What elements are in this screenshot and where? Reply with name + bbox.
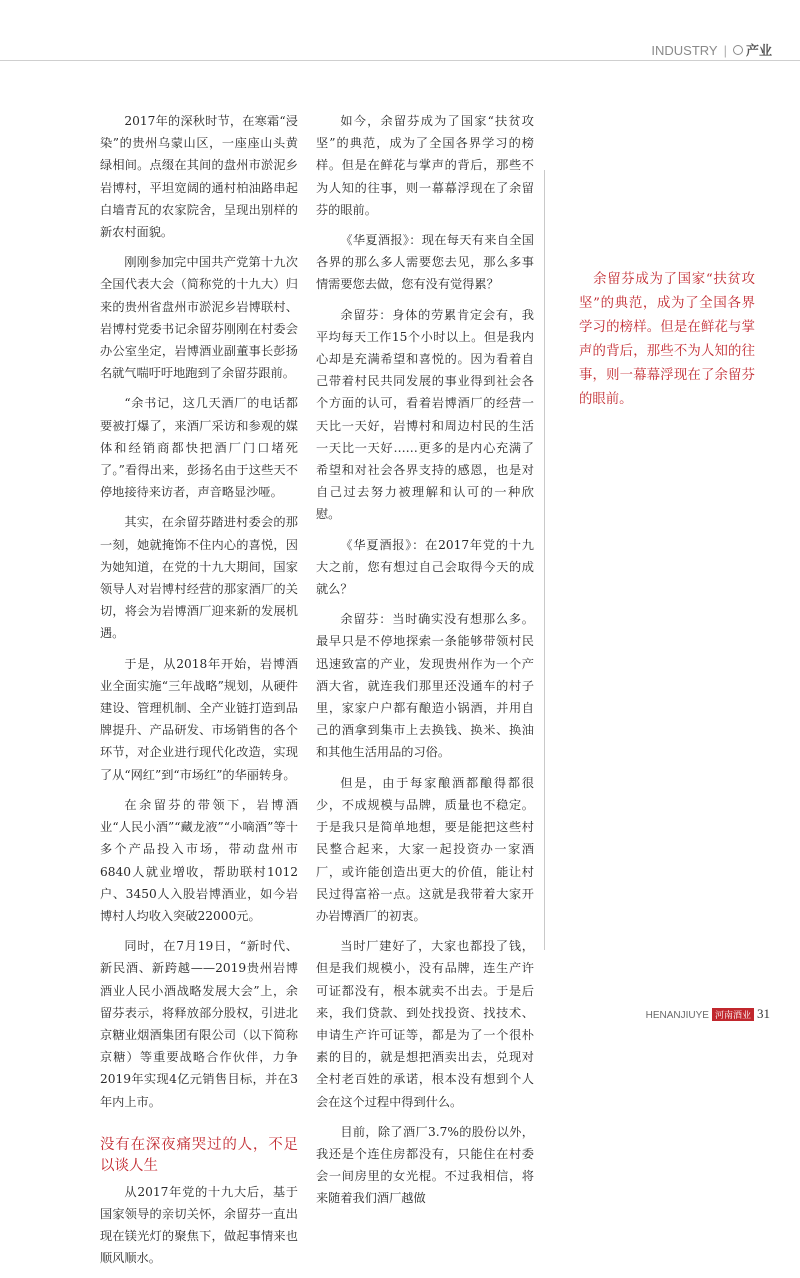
paragraph: 刚刚参加完中国共产党第十九次全国代表大会（简称党的十九大）归来的贵州省盘州市淤泥乡岩博联村、岩博村党委书记余留芬刚刚在村委会办公室坐定，岩博酒业副董事长彭扬名就气喘吁吁地跑到了余留芬跟前。 xyxy=(100,255,298,381)
paragraph: 但是，由于每家酿酒都酿得都很少，不成规模与品牌，质量也不稳定。于是我只是简单地想，要是能把这些村民整合起来，大家一起投资办一家酒厂，或许能创造出更大的价值，能让村民过得富裕一点。这就是我带着大家开办岩博酒厂的初衷。 xyxy=(316,775,534,923)
paragraph: 于是，从2018年开始，岩博酒业全面实施“三年战略”规划，从硬件建设、管理机制、全产业链打造到品牌提升、产品研发、市场销售的各个环节，对企业进行现代化改造，实现了从“网红”到“市场红”的华丽转身。 xyxy=(100,656,298,782)
page-number: 31 xyxy=(757,1006,770,1021)
paragraph: 当时厂建好了，大家也都投了钱，但是我们规模小，没有品牌，连生产许可证都没有，根本就卖不出去。于是后来，我们贷款、到处找投资、找技术、申请生产许可证等，都是为了一个很朴素的目的，就是想把酒卖出去，兑现对全村老百姓的承诺，根本没有想到个人会在这个过程中得到什么。 xyxy=(316,939,534,1109)
article-column-left xyxy=(100,110,298,1278)
pull-quote-text: 余留芬成为了国家“扶贫攻坚”的典范，成为了全国各界学习的榜样。但是在鲜花与掌声的背后，那些不为人知的往事，则一幕幕浮现在了余留芬的眼前。 xyxy=(579,272,755,407)
paragraph: 从2017年党的十九大后，基于国家领导的亲切关怀，余留芬一直出现在镁光灯的聚焦下，做起事情来也顺风顺水。 xyxy=(100,1184,298,1266)
paragraph: 其实，在余留芬踏进村委会的那一刻，她就掩饰不住内心的喜悦，因为她知道，在党的十九大期间，国家领导人对岩博村经营的那家酒厂的关切，将会为岩博酒厂迎来新的发展机遇。 xyxy=(100,515,298,641)
paragraph: 2017年的深秋时节，在寒霜“浸染”的贵州乌蒙山区，一座座山头黄绿相间。点缀在其间的盘州市淤泥乡岩博村，平坦宽阔的通村柏油路串起白墙青瓦的农家院舍，呈现出别样的新农村面貌。 xyxy=(100,114,298,240)
article-column-middle xyxy=(316,110,534,1218)
paragraph: 如今，余留芬成为了国家“扶贫攻坚”的典范，成为了全国各界学习的榜样。但是在鲜花与掌声的背后，那些不为人知的往事，则一幕幕浮现在了余留芬的眼前。 xyxy=(316,114,534,217)
running-header xyxy=(651,40,772,59)
paragraph: 余留芬：身体的劳累肯定会有，我平均每天工作15个小时以上。但是我内心却是充满希望和喜悦的。因为看着自己带着村民共同发展的事业得到社会各个方面的认可，看着岩博酒厂的经营一天比一天好，岩博村和周边村民的生活一天比一天好……更多的是内心充满了希望和对社会各界支持的感恩，也是对自己过去努力被理解和认可的一种欣慰。 xyxy=(316,307,534,522)
paragraph: 余留芬：当时确实没有想那么多。最早只是不停地探索一条能够带领村民迅速致富的产业，发现贵州作为一个产酒大省，就连我们那里还没通车的村子里，家家户户都有酿造小锅酒，并用自己的酒拿到集市上去换钱、换米、换油和其他生活用品的习俗。 xyxy=(316,612,534,760)
paragraph: “余书记，这几天酒厂的电话都要被打爆了，来酒厂采访和参观的媒体和经销商都快把酒厂门口堵死了。”看得出来，彭扬名由于这些天不停地接待来访者，声音略显沙哑。 xyxy=(100,396,298,500)
section-heading: 没有在深夜痛哭过的人，不足以谈人生 xyxy=(100,1136,298,1174)
paragraph: 目前，除了酒厂3.7%的股份以外，我还是个连住房都没有，只能住在村委会一间房里的女光棍。不过我相信，将来随着我们酒厂越做 xyxy=(316,1124,534,1206)
magazine-name: HENANJIUYE xyxy=(645,1010,709,1021)
paragraph: 同时，在7月19日，“新时代、新民酒、新跨越——2019贵州岩博酒业人民小酒战略发展大会”上，余留芬表示，将释放部分股权，引进北京糖业烟酒集团有限公司（以下简称京糖）等重要战略合作伙伴，力争2019年实现4亿元销售目标，并在3年内上市。 xyxy=(100,939,298,1109)
pull-quote xyxy=(579,268,755,412)
column-divider xyxy=(544,170,545,950)
section-english: INDUSTRY xyxy=(651,43,718,58)
header-separator: | xyxy=(723,43,727,58)
section-chinese: 产业 xyxy=(745,43,772,58)
header-rule xyxy=(0,60,800,61)
paragraph: 在余留芬的带领下，岩博酒业“人民小酒”“藏龙液”“小嘀酒”等十多个产品投入市场，带动盘州市6840人就业增收，帮助联村1012户、3450人入股岩博酒业，如今岩博村人均收入突破22000元。 xyxy=(100,797,298,923)
circle-icon xyxy=(733,45,743,55)
magazine-badge: 河南酒业 xyxy=(712,1008,754,1021)
paragraph: 《华夏酒报》：现在每天有来自全国各界的那么多人需要您去见，那么多事情需要您去做，您有没有觉得累？ xyxy=(316,233,534,292)
page-footer xyxy=(646,1006,770,1022)
paragraph: 《华夏酒报》：在2017年党的十九大之前，您有想过自己会取得今天的成就么？ xyxy=(316,537,534,597)
